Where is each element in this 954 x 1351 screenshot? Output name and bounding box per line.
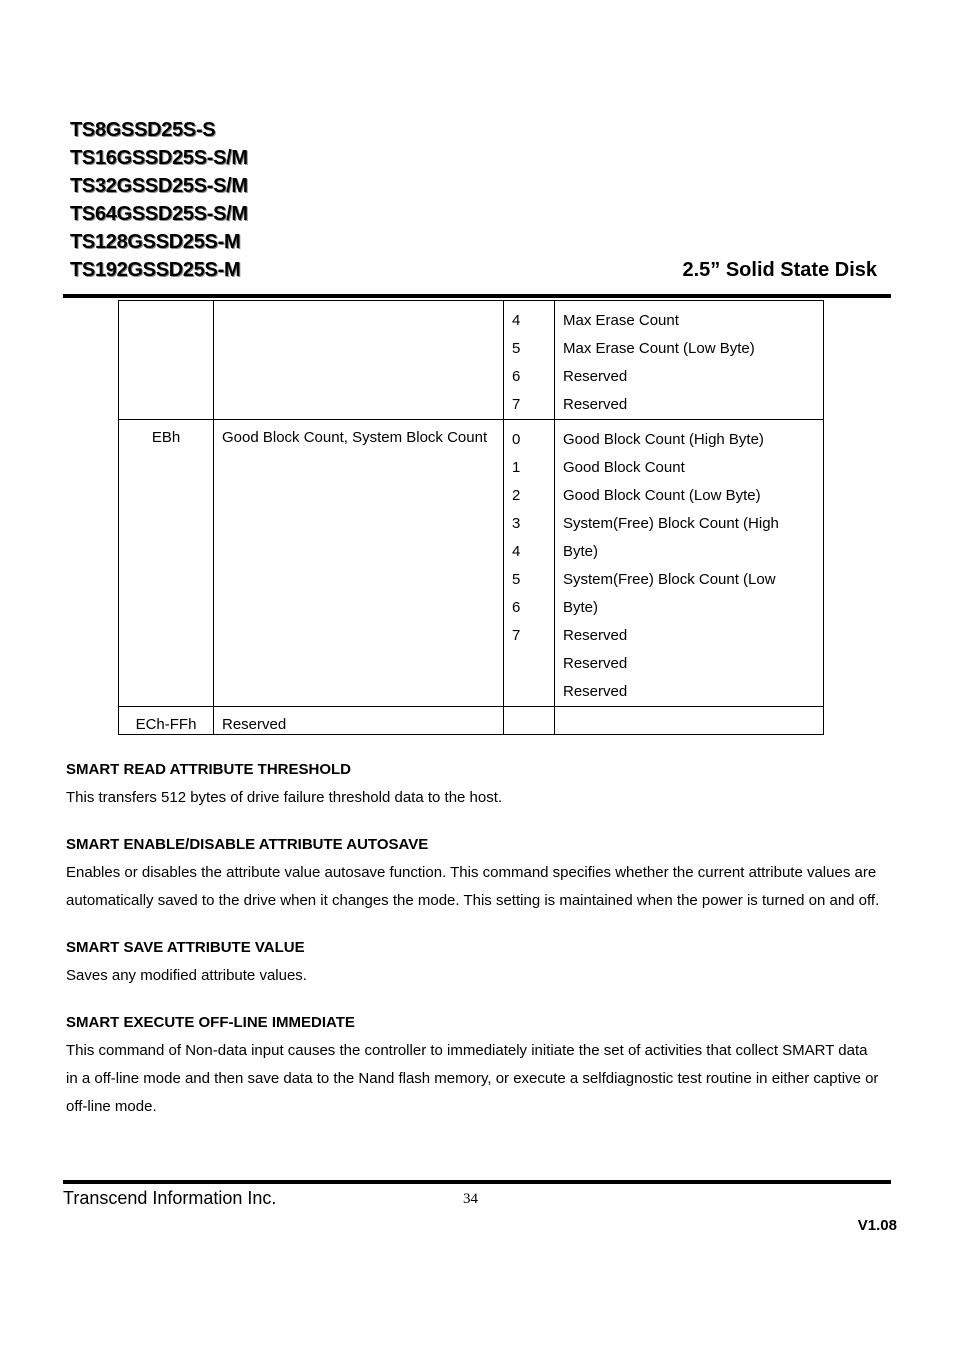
section-text: This transfers 512 bytes of drive failure threshold data to the host.	[66, 789, 503, 806]
section-text: off-line mode.	[66, 1098, 157, 1115]
byte-index-cell	[504, 420, 555, 707]
byte-index: 5	[512, 571, 521, 588]
byte-description: Reserved	[563, 368, 628, 385]
section-offline-immediate	[66, 1009, 902, 1121]
byte-index: 2	[512, 487, 521, 504]
section-text: Saves any modified attribute values.	[66, 967, 307, 984]
byte-index: 5	[512, 340, 521, 357]
byte-description: Byte)	[563, 599, 599, 616]
section-text: automatically saved to the drive when it changes the mode. This setting is maintained when the power is turned on and off.	[66, 892, 880, 909]
section-text: Enables or disables the attribute value autosave function. This command specifies whether the current attribute values are	[66, 864, 877, 881]
model-name: TS128GSSD25S-M	[70, 231, 241, 253]
byte-description: Good Block Count (Low Byte)	[563, 487, 761, 504]
byte-index: 6	[512, 368, 521, 385]
byte-description-cell	[555, 420, 824, 707]
attribute-name-cell: Reserved	[214, 707, 504, 735]
table-row	[119, 301, 824, 420]
header-divider	[63, 294, 891, 298]
byte-description: Good Block Count (High Byte)	[563, 431, 764, 448]
byte-description: Reserved	[563, 655, 628, 672]
byte-description: Reserved	[563, 627, 628, 644]
byte-index: 7	[512, 396, 521, 413]
attribute-name-cell	[214, 301, 504, 420]
company-name: Transcend Information Inc.	[63, 1188, 277, 1208]
command-sections	[66, 756, 902, 1140]
byte-description-cell	[555, 301, 824, 420]
model-name: TS16GSSD25S-S/M	[70, 147, 248, 169]
attribute-code-cell	[119, 301, 214, 420]
byte-index: 6	[512, 599, 521, 616]
byte-description: Max Erase Count (Low Byte)	[563, 340, 755, 357]
byte-index: 1	[512, 459, 521, 476]
model-name: TS32GSSD25S-S/M	[70, 175, 248, 197]
model-name: TS192GSSD25S-M	[70, 259, 241, 281]
section-heading: SMART EXECUTE OFF-LINE IMMEDIATE	[66, 1014, 355, 1031]
table-row	[119, 707, 824, 735]
section-text: in a off-line mode and then save data to the Nand flash memory, or execute a selfdiagnostic test routine in either captive or	[66, 1070, 879, 1087]
byte-description: System(Free) Block Count (Low	[563, 571, 776, 588]
byte-index: 7	[512, 627, 521, 644]
section-autosave	[66, 831, 902, 915]
byte-index-cell	[504, 707, 555, 735]
byte-index: 4	[512, 543, 521, 560]
byte-description: Byte)	[563, 543, 599, 560]
section-save-attribute	[66, 934, 902, 990]
byte-description: System(Free) Block Count (High	[563, 515, 779, 532]
page-number: 34	[463, 1191, 478, 1207]
section-heading: SMART SAVE ATTRIBUTE VALUE	[66, 939, 305, 956]
attribute-name-cell: Good Block Count, System Block Count	[214, 420, 504, 707]
document-version: V1.08	[857, 1217, 897, 1234]
byte-description: Reserved	[563, 396, 628, 413]
model-list	[70, 116, 248, 284]
byte-index: 4	[512, 312, 521, 329]
byte-index: 0	[512, 431, 521, 448]
byte-description: Good Block Count	[563, 459, 685, 476]
byte-description: Max Erase Count	[563, 312, 679, 329]
attribute-table	[118, 300, 824, 735]
model-name: TS64GSSD25S-S/M	[70, 203, 248, 225]
table-row	[119, 420, 824, 707]
footer-divider	[63, 1180, 891, 1184]
attribute-code-cell: EBh	[119, 420, 214, 707]
model-name: TS8GSSD25S-S	[70, 119, 216, 141]
byte-description: Reserved	[563, 683, 628, 700]
document-title: 2.5” Solid State Disk	[682, 259, 877, 281]
byte-description-cell	[555, 707, 824, 735]
section-heading: SMART ENABLE/DISABLE ATTRIBUTE AUTOSAVE	[66, 836, 429, 853]
byte-index: 3	[512, 515, 521, 532]
section-text: This command of Non-data input causes the controller to immediately initiate the set of activities that collect SMART data	[66, 1042, 868, 1059]
attribute-code-cell: ECh-FFh	[119, 707, 214, 735]
byte-index-cell	[504, 301, 555, 420]
section-read-threshold	[66, 756, 902, 812]
section-heading: SMART READ ATTRIBUTE THRESHOLD	[66, 761, 351, 778]
